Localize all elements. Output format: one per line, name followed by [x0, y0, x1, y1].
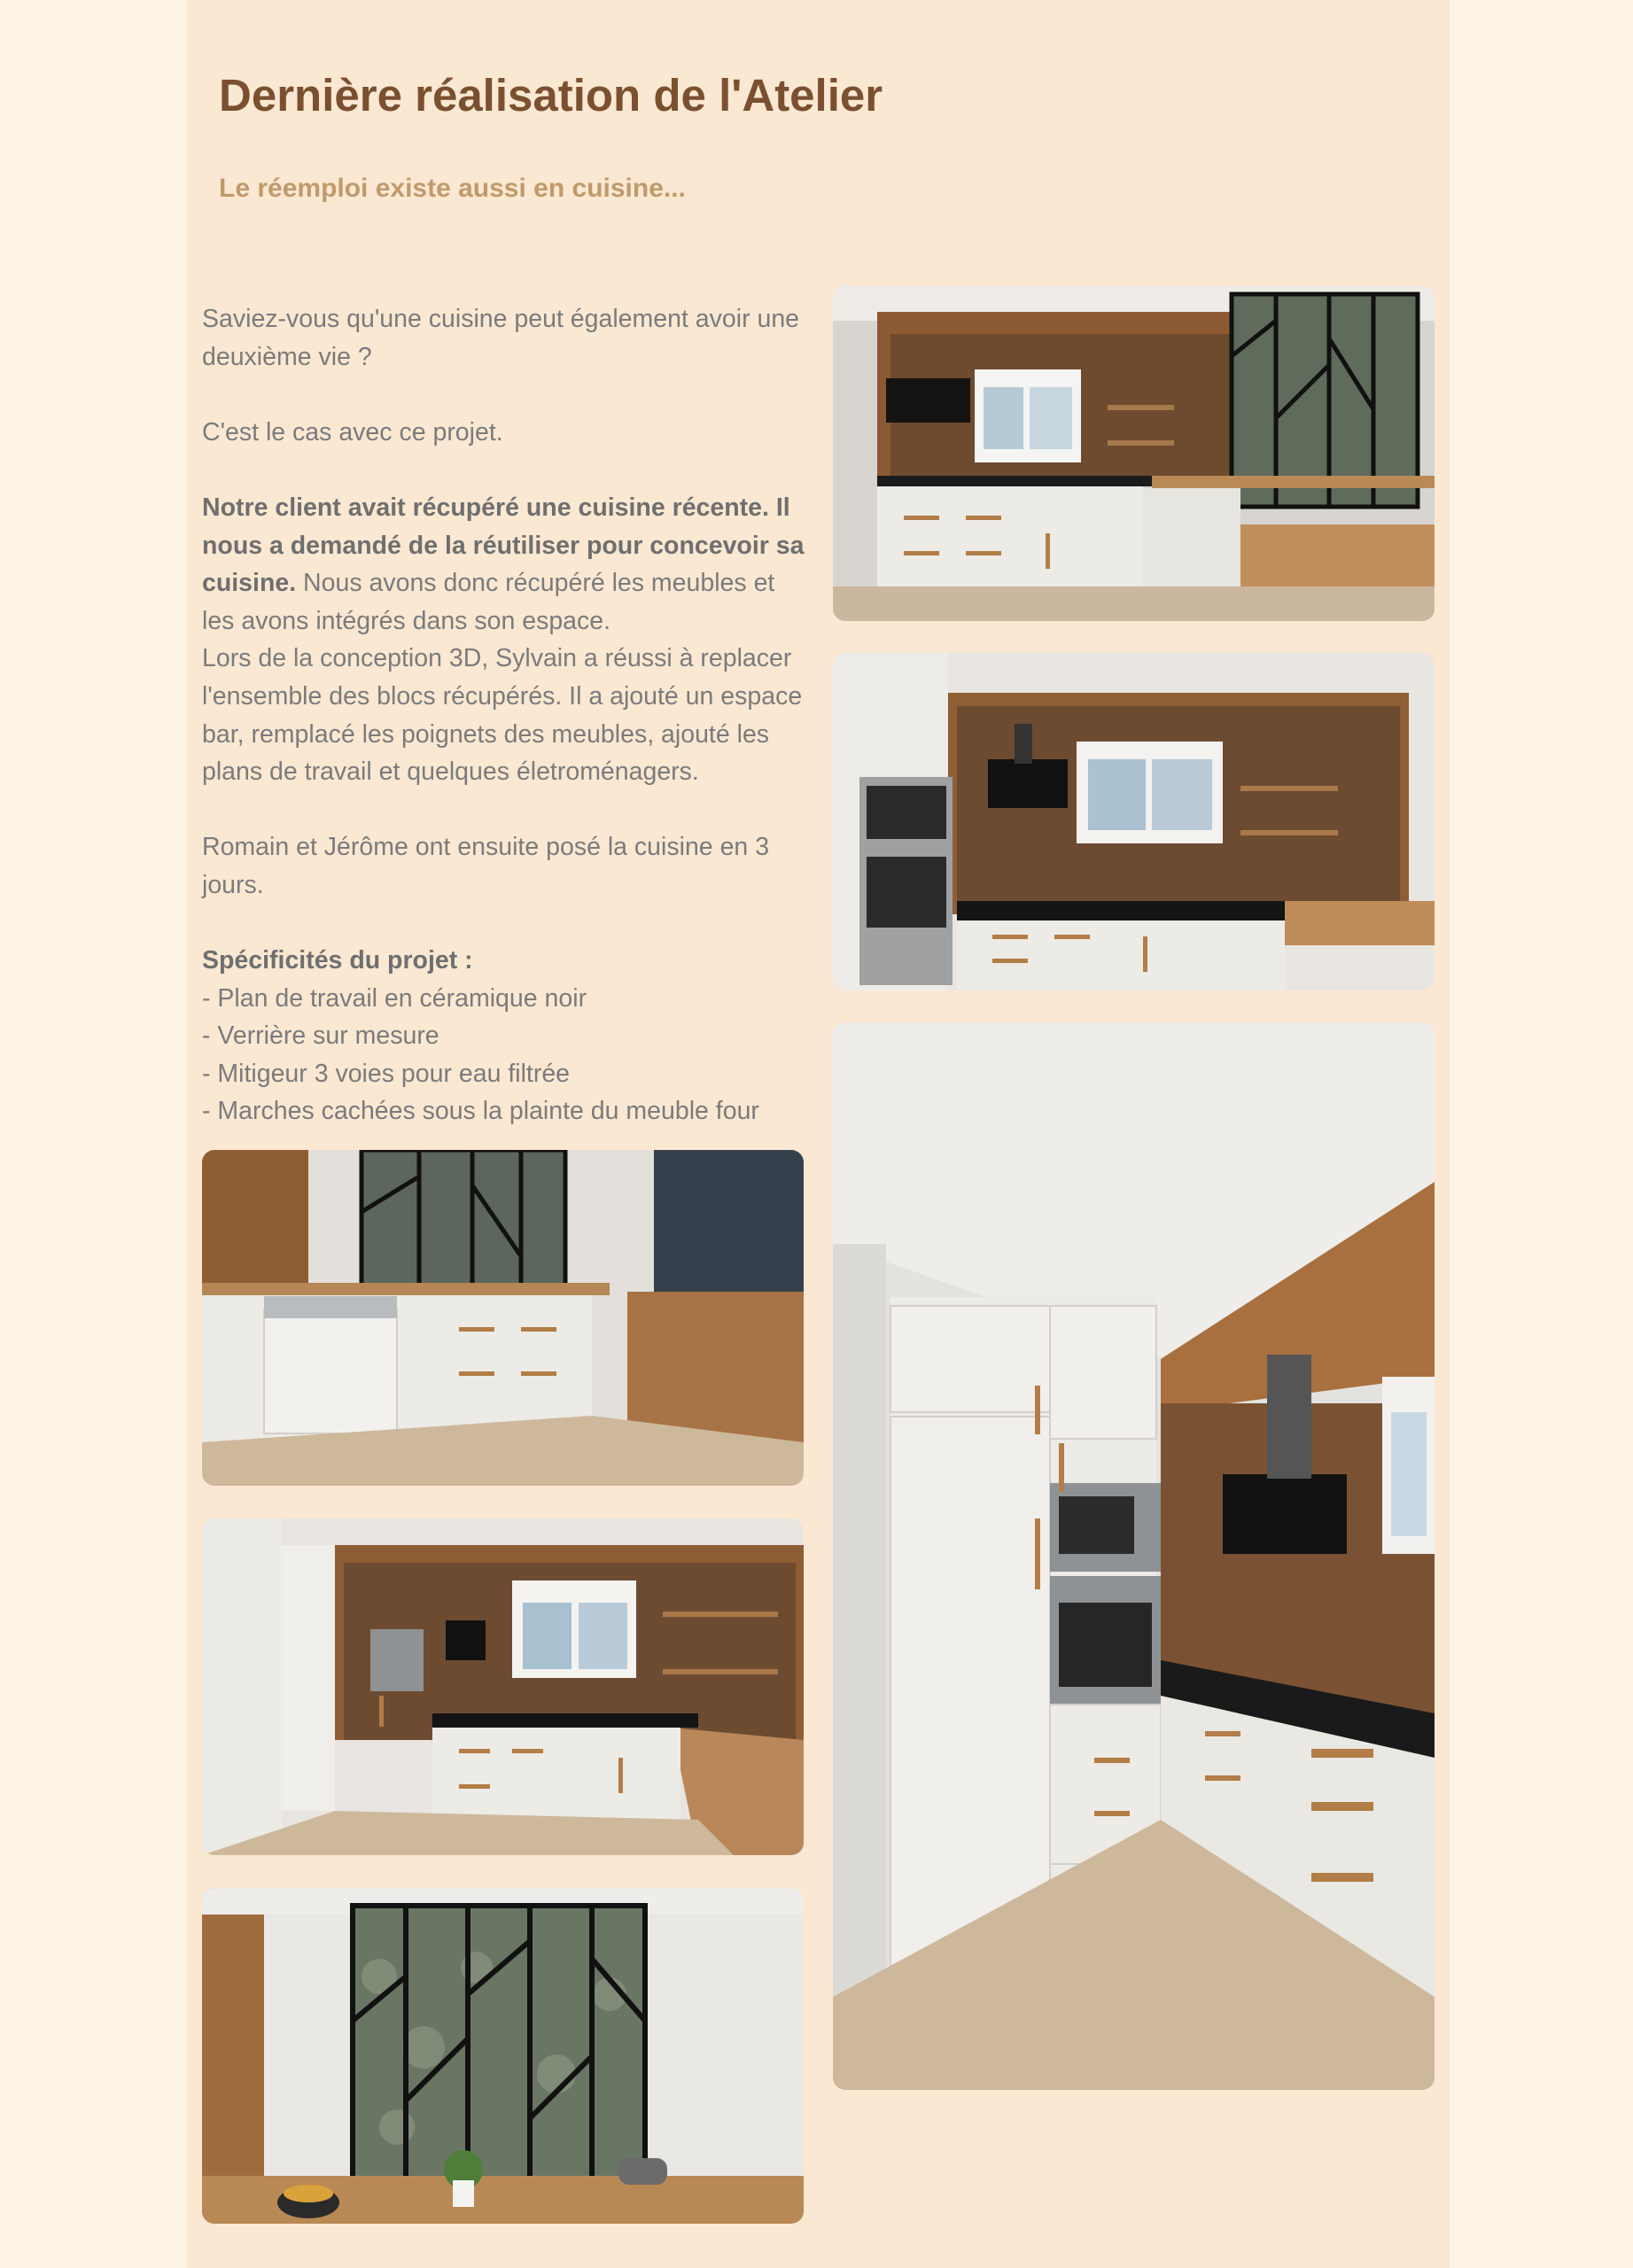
specs-title: Spécificités du projet : — [202, 946, 473, 975]
spec-item: - Plan de travail en céramique noir — [202, 983, 587, 1013]
article-panel — [187, 0, 1450, 2268]
page-title: Dernière réalisation de l'Atelier — [219, 70, 883, 120]
install-paragraph: Romain et Jérôme ont ensuite posé la cuisine en 3 jours. — [202, 833, 770, 899]
page-subtitle: Le réemploi existe aussi en cuisine... — [219, 174, 686, 203]
spec-item: - Marches cachées sous la plainte du meuble four — [202, 1097, 759, 1126]
article-body — [202, 300, 813, 1130]
kitchen-photo-cooking-wall — [833, 653, 1435, 990]
kitchen-photo-base-units — [202, 1150, 804, 1486]
kitchen-photo-glass-partition — [202, 1888, 804, 2224]
client-highlight: Notre client avait récupéré une cuisine récente. Il nous a demandé de la réutiliser pour concevoir sa cuisine. — [202, 493, 805, 598]
spec-item: - Mitigeur 3 voies pour eau filtrée — [202, 1059, 571, 1088]
kitchen-photo-oven-column — [833, 1022, 1435, 2090]
intro-paragraph-2: C'est le cas avec ce projet. — [202, 417, 503, 447]
conception-paragraph: Lors de la conception 3D, Sylvain a réussi à replacer l'ensemble des blocs récupérés. Il a ajouté un espace bar, remplacé les poignets des meubles, ajouté les plans de travail et quelques életroménagers. — [202, 644, 803, 787]
kitchen-photo-overview — [833, 285, 1435, 621]
intro-paragraph: Saviez-vous qu'une cuisine peut également avoir une deuxième vie ? — [202, 305, 800, 371]
spec-item: - Verrière sur mesure — [202, 1021, 439, 1051]
client-paragraph — [202, 489, 813, 640]
client-text: Nous avons donc récupéré les meubles et les avons intégrés dans son espace. — [202, 569, 775, 635]
kitchen-photo-wide-view — [202, 1518, 804, 1855]
